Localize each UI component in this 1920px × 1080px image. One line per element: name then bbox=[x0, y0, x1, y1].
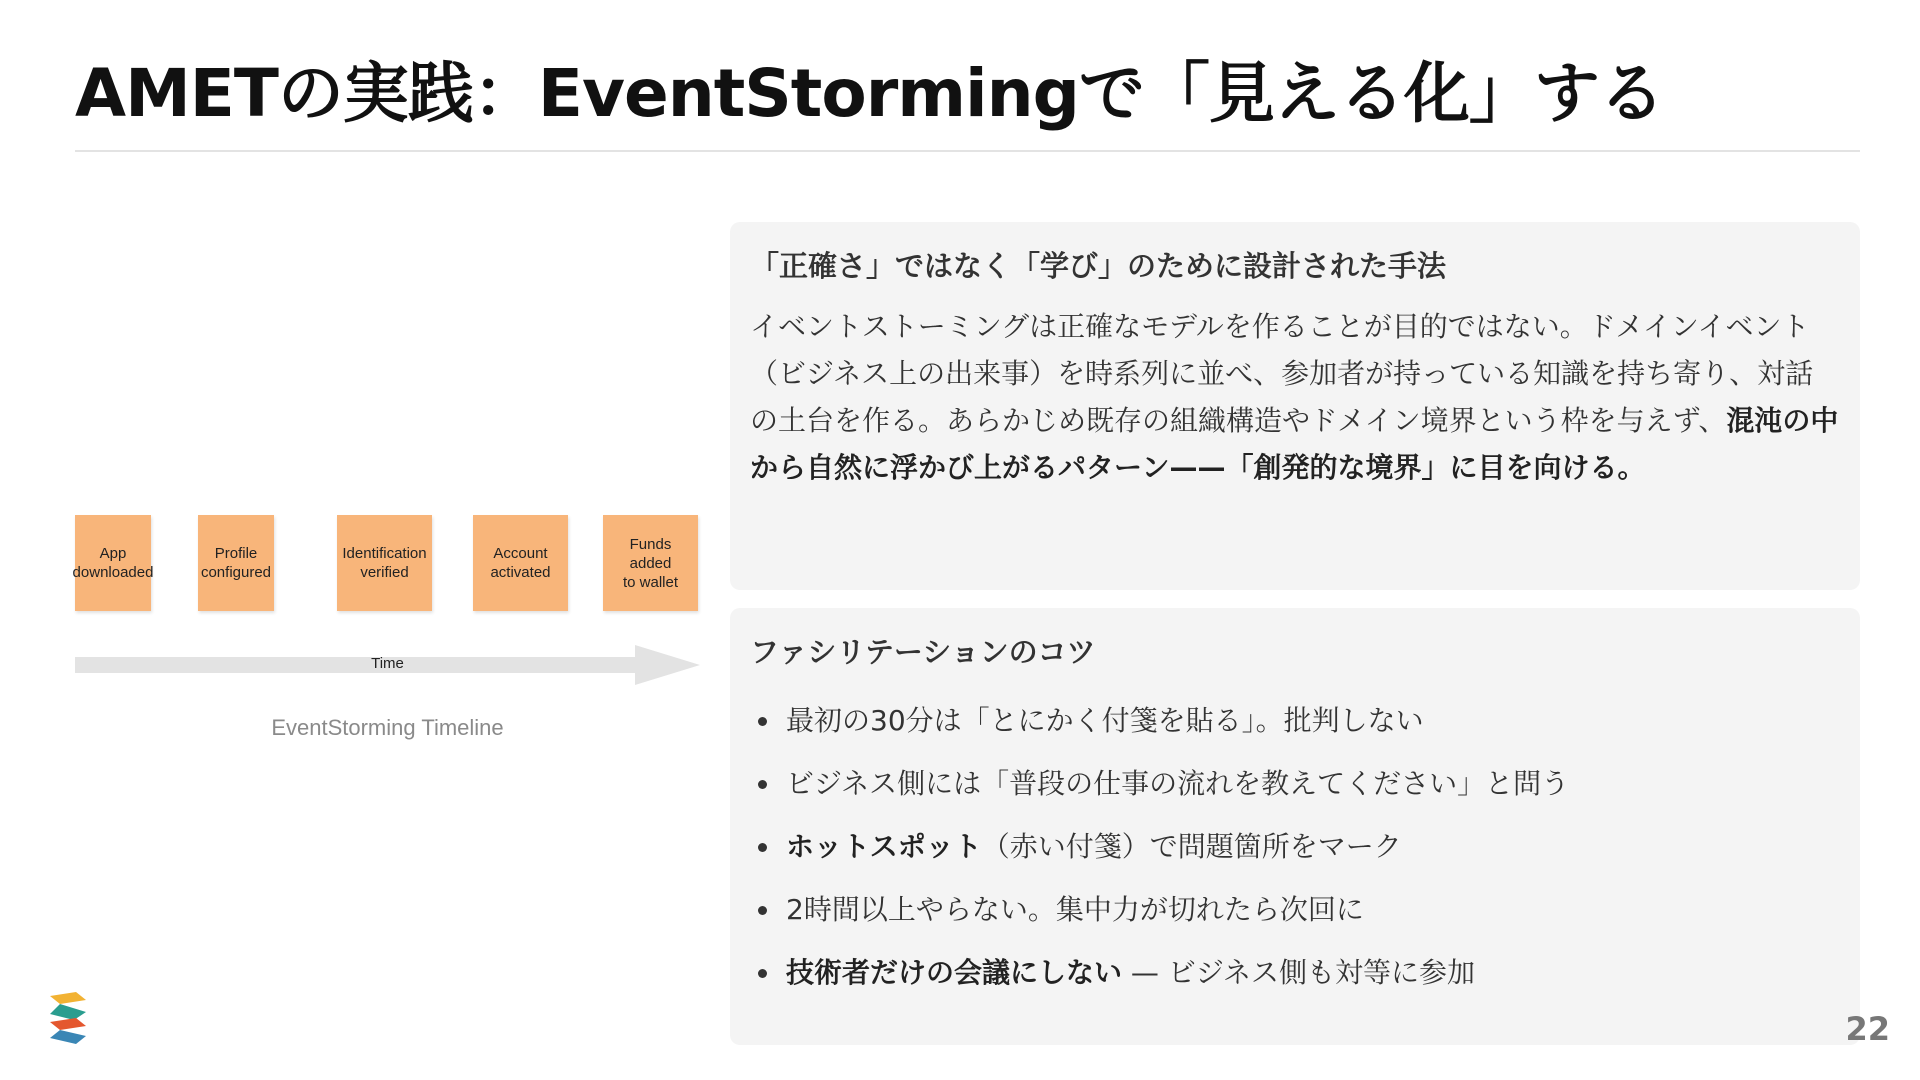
concept-body-text: イベントストーミングは正確なモデルを作ることが目的ではない。ドメインイベント（ビジネス上の出来事）を時系列に並べ、参加者が持っている知識を持ち寄り、対話の土台を作る。あらかじめ既存の組織構造やドメイン境界という枠を与えず、 bbox=[750, 310, 1814, 437]
tip-text: — ビジネス側も対等に参加 bbox=[1122, 956, 1475, 989]
list-item bbox=[750, 752, 1840, 815]
tip-text: 2時間以上やらない。集中力が切れたら次回に bbox=[786, 893, 1364, 926]
tip-text: ビジネス側には「普段の仕事の流れを教えてください」と問う bbox=[786, 767, 1570, 800]
list-item bbox=[750, 878, 1840, 941]
tips-list bbox=[750, 689, 1840, 1004]
sticky-note-profile-configured bbox=[198, 515, 274, 611]
sticky-note-label: Profile configured bbox=[200, 545, 272, 581]
sticky-note-label: Funds added to wallet bbox=[622, 535, 679, 591]
list-item bbox=[750, 815, 1840, 878]
sticky-note-account-activated bbox=[473, 515, 568, 611]
facilitation-tips-card bbox=[730, 608, 1860, 1045]
tip-text: 最初の30分は「とにかく付箋を貼る」。批判しない bbox=[786, 704, 1424, 737]
tip-emphasis: 技術者だけの会議にしない bbox=[786, 956, 1123, 989]
tip-emphasis: ホットスポット bbox=[786, 830, 982, 863]
list-item bbox=[750, 941, 1840, 1004]
title-divider bbox=[75, 150, 1860, 152]
tip-text: （赤い付箋）で問題箇所をマーク bbox=[981, 830, 1402, 863]
concept-card-body bbox=[750, 303, 1840, 491]
sticky-note-label: Identification verified bbox=[342, 545, 427, 581]
brand-logo-icon bbox=[46, 990, 90, 1046]
concept-card-title: 「正確さ」ではなく「学び」のために設計された手法 bbox=[750, 249, 1447, 283]
eventstorming-timeline bbox=[72, 515, 700, 695]
timeline-caption: EventStorming Timeline bbox=[271, 715, 504, 740]
sticky-note-funds-added bbox=[603, 515, 698, 611]
tips-card-title: ファシリテーションのコツ bbox=[750, 635, 1096, 669]
time-axis-label: Time bbox=[371, 655, 404, 672]
slide-title: AMETの実践：EventStormingで「見える化」する bbox=[75, 55, 1664, 132]
sticky-note-app-downloaded bbox=[72, 515, 154, 611]
list-item bbox=[750, 689, 1840, 752]
sticky-note-label: Account activated bbox=[490, 545, 551, 581]
sticky-note-identification-verified bbox=[337, 515, 432, 611]
concept-card bbox=[730, 222, 1860, 590]
page-number: 22 bbox=[1845, 1010, 1890, 1048]
concept-body-emphasis: 混沌の中から自然に浮かび上がるパターン——「創発的な境界」に目を向ける。 bbox=[750, 404, 1839, 484]
sticky-note-label: App downloaded bbox=[72, 545, 154, 581]
